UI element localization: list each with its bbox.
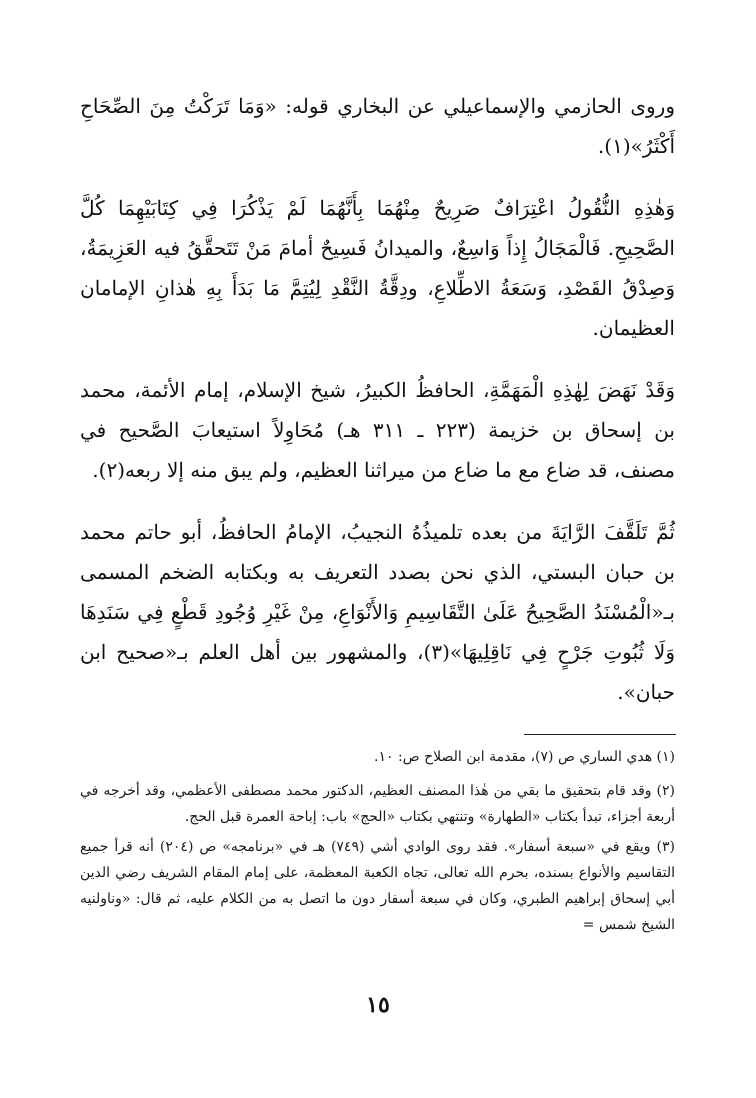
footnotes [80,744,675,942]
paragraph-2: وَهٰذِهِ النُّقُولُ اعْتِرَافٌ صَرِيحٌ مِنْهُمَا بِأَنَّهُمَا لَمْ يَذْكُرَا فِي كِتَابَيْهِمَا كُلَّ الصَّحِيحِ. فَالْمَجَالُ إِذاً وَاسِعٌ، والميدانُ فَسِيحٌ أمامَ مَنْ تَتَحقَّقُ فيه العَزِيمَةُ، وَصِدْقُ القَصْدِ، وَسَعَةُ الاطِّلاعِ، ودِقَّةُ النَّقْدِ لِيُتِمَّ مَا بَدَأَ بِهِ هٰذانِ الإمامان العظيمان. [80,196,675,340]
paragraph-1: وروى الحازمي والإسماعيلي عن البخاري قوله: «وَمَا تَرَكْتُ مِنَ الصِّحَاحِ أَكْثَرُ»(١). [80,94,675,158]
page-number: ١٥ [366,992,390,1018]
footnote-3: (٣) ويقع في «سبعة أسفار». فقد روى الوادي أشي (٧٤٩) هـ في «برنامجه» ص (٢٠٤) أنه قرأ جميع التقاسيم والأنواع بسنده، بحرم الله تعالى، تجاه الكعبة المعظمة، على إمام المقام الشريف رضي الدين أبي إسحاق إبراهيم الطبري، وكان في سبعة أسفار دون ما اتصل به من الكلام عليه، ثم قال: «وناولنيه الشيخ شمس = [80,839,675,933]
footnote-divider [524,734,676,735]
footnote-1: (١) هدي الساري ص (٧)، مقدمة ابن الصلاح ص: ١٠. [374,749,675,765]
main-text [80,86,675,734]
paragraph-3: وَقَدْ نَهَضَ لِهٰذِهِ الْمَهَمَّةِ، الحافظُ الكبيرُ، شيخ الإسلام، إمام الأئمة، محمد بن إسحاق بن خزيمة (٢٢٣ ـ ٣١١ هـ) مُحَاوِلاً استيعابَ الصَّحيح في مصنف، قد ضاع مع ما ضاع من ميراثنا العظيم، ولم يبق منه إلا ربعه(٢). [80,378,676,482]
footnote-2: (٢) وقد قام بتحقيق ما بقي من هٰذا المصنف العظيم، الدكتور محمد مصطفى الأعظمي، وقد أخرجه في أربعة أجزاء، تبدأ بكتاب «الطهارة» وتنتهي بكتاب «الحج» باب: إباحة العمرة قبل الحج. [80,783,675,825]
paragraph-4: ثُمَّ تَلَقَّفَ الرَّايَةَ من بعده تلميذُهُ النجيبُ، الإمامُ الحافظُ، أبو حاتم محمد بن حبان البستي، الذي نحن بصدد التعريف به وبكتابه الضخم المسمى بـ«الْمُسْنَدُ الصَّحِيحُ عَلَىٰ التَّقَاسِيمِ وَالأَنْوَاعِ، مِنْ غَيْرِ وُجُودِ قَطْعٍ فِي سَنَدِهَا وَلَا ثُبُوتِ جَرْحٍ فِي نَاقِلِيهَا»(٣)، والمشهور بين أهل العلم بـ«صحيح ابن حبان». [80,520,675,704]
